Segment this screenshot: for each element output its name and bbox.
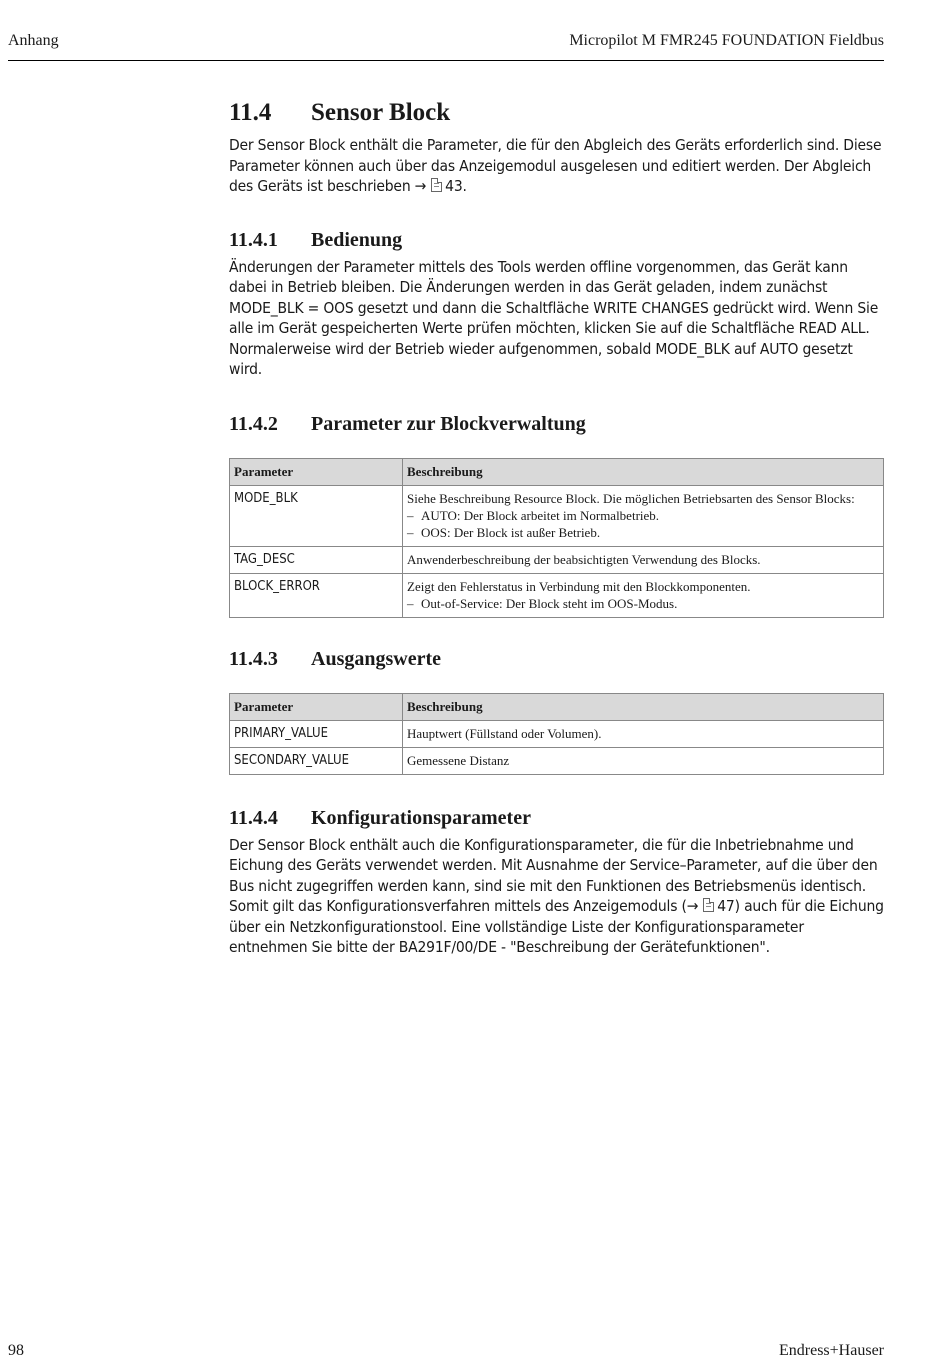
param-name: MODE_BLK [230, 485, 403, 546]
document-page-icon [703, 898, 714, 912]
param-description [403, 485, 884, 546]
document-page-icon [431, 178, 442, 192]
header-right: Micropilot M FMR245 FOUNDATION Fieldbus [569, 32, 884, 49]
table-header-row [230, 458, 884, 485]
blockverwaltung-number: 11.4.2 [229, 412, 278, 435]
param-name: SECONDARY_VALUE [230, 747, 403, 774]
table-row [230, 485, 884, 546]
description-text: Anwenderbeschreibung der beabsichtigten Verwendung des Blocks. [407, 551, 761, 567]
table-row [230, 720, 884, 747]
konfiguration-ref[interactable]: 47 [717, 897, 735, 915]
footer-brand: Endress+Hauser [779, 1342, 884, 1359]
konfiguration-text-after: ) auch für die Eichung über ein Netzkonfigurationstool. Eine vollständige Liste der Konfigurationsparameter entnehmen Sie bitte der BA291F/00/DE - "Beschreibung der Gerätefunktionen". [229, 897, 884, 956]
konfiguration-text-before: Der Sensor Block enthält auch die Konfigurationsparameter, die für die Inbetriebnahme und Eichung des Geräts verwendet werden. Mit Ausnahme der Service–Parameter, auf die über den Bus nicht zugegriffen werden kann, sind sie mit den Funktionen des Betriebsmenüs identisch. Somit gilt das Konfigurationsverfahren mittels des Anzeigemoduls (→ [229, 835, 878, 915]
description-bullet: – Out-of-Service: Der Block steht im OOS-Modus. [407, 595, 678, 611]
section-intro-text: Der Sensor Block enthält die Parameter, die für den Abgleich des Geräts erforderlich sind. Diese Parameter können auch über das Anzeigemodul ausgelesen und editiert werden. Der Abgleich des Geräts ist beschrieben → [229, 136, 882, 195]
section-title: Sensor Block [311, 99, 451, 126]
konfiguration-number: 11.4.4 [229, 806, 278, 829]
table-row [230, 747, 884, 774]
blockverwaltung-heading [229, 409, 884, 439]
description-text: Zeigt den Fehlerstatus in Verbindung mit den Blockkomponenten. [407, 578, 751, 594]
ausgangswerte-heading [229, 644, 884, 674]
table-row [230, 573, 884, 617]
column-header-description: Beschreibung [403, 693, 884, 720]
description-bullet: – OOS: Der Block ist außer Betrieb. [407, 524, 601, 540]
column-header-parameter: Parameter [230, 458, 403, 485]
param-name: TAG_DESC [230, 546, 403, 573]
konfiguration-title: Konfigurationsparameter [311, 806, 531, 829]
description-text: Siehe Beschreibung Resource Block. Die möglichen Betriebsarten des Sensor Blocks: [407, 490, 855, 506]
param-description: Hauptwert (Füllstand oder Volumen). [403, 720, 884, 747]
ausgangswerte-title: Ausgangswerte [311, 647, 441, 670]
table-row [230, 546, 884, 573]
param-description [403, 546, 884, 573]
bedienung-heading [229, 225, 884, 255]
blockverwaltung-title: Parameter zur Blockverwaltung [311, 412, 586, 435]
bedienung-number: 11.4.1 [229, 228, 278, 251]
section-intro-ref[interactable]: 43. [445, 177, 467, 195]
konfiguration-heading [229, 803, 884, 833]
param-name: BLOCK_ERROR [230, 573, 403, 617]
blockverwaltung-table [229, 458, 884, 618]
param-description [403, 573, 884, 617]
ausgangswerte-number: 11.4.3 [229, 647, 278, 670]
konfiguration-text [229, 835, 884, 958]
section-number: 11.4 [229, 99, 272, 126]
column-header-description: Beschreibung [403, 458, 884, 485]
main-content [229, 94, 884, 958]
column-header-parameter: Parameter [230, 693, 403, 720]
section-intro [229, 135, 884, 197]
description-bullet: – AUTO: Der Block arbeitet im Normalbetrieb. [407, 507, 660, 523]
header-rule [8, 60, 884, 61]
bedienung-title: Bedienung [311, 228, 403, 251]
param-name: PRIMARY_VALUE [230, 720, 403, 747]
header-left: Anhang [8, 32, 59, 49]
ausgangswerte-table [229, 693, 884, 775]
section-heading [229, 94, 884, 132]
page-number: 98 [8, 1342, 24, 1359]
table-header-row [230, 693, 884, 720]
bedienung-text: Änderungen der Parameter mittels des Tools werden offline vorgenommen, das Gerät kann dabei in Betrieb bleiben. Die Änderungen werden in das Gerät geladen, indem zunächst MODE_BLK = OOS gesetzt und dann die Schaltfläche WRITE CHANGES gedrückt wird. Wenn Sie alle im Gerät gespeicherten Werte prüfen möchten, klicken Sie auf die Schaltfläche READ ALL. Normalerweise wird der Betrieb wieder aufgenommen, sobald MODE_BLK auf AUTO gesetzt wird. [229, 257, 879, 378]
param-description: Gemessene Distanz [403, 747, 884, 774]
